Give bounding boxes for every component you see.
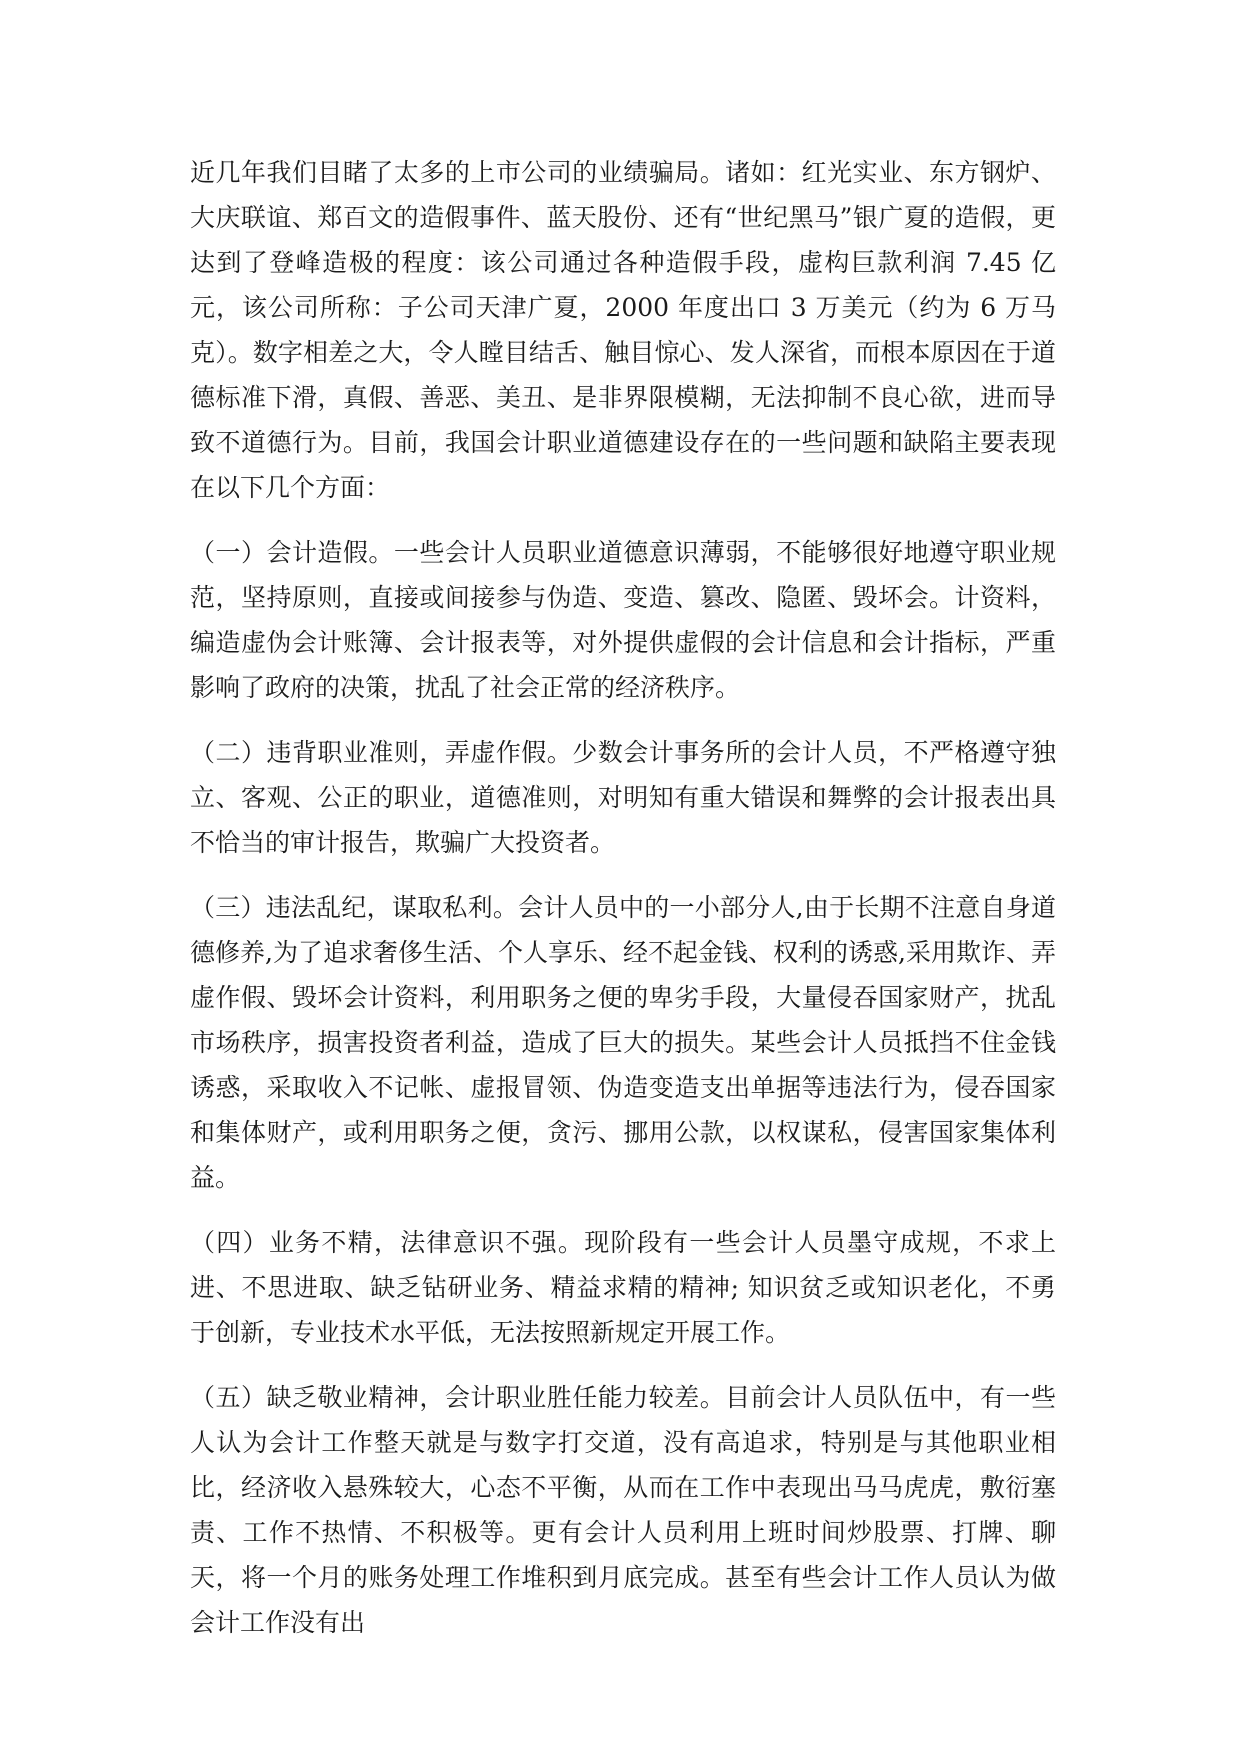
- document-body: [190, 150, 1056, 1645]
- paragraph-issue-5: （五）缺乏敬业精神，会计职业胜任能力较差。目前会计人员队伍中，有一些人认为会计工作整天就是与数字打交道，没有高追求，特别是与其他职业相比，经济收入悬殊较大，心态不平衡，从而在工作中表现出马马虎虎，敷衍塞责、工作不热情、不积极等。更有会计人员利用上班时间炒股票、打牌、聊天，将一个月的账务处理工作堆积到月底完成。甚至有些会计工作人员认为做会计工作没有出: [190, 1383, 1056, 1637]
- paragraph-issue-1: （一）会计造假。一些会计人员职业道德意识薄弱，不能够很好地遵守职业规范，坚持原则，直接或间接参与伪造、变造、篡改、隐匿、毁坏会。计资料，编造虚伪会计账簿、会计报表等，对外提供虚假的会计信息和会计指标，严重影响了政府的决策，扰乱了社会正常的经济秩序。: [190, 538, 1056, 702]
- paragraph-issue-3: （三）违法乱纪，谋取私利。会计人员中的一小部分人,由于长期不注意自身道德修养,为了追求奢侈生活、个人享乐、经不起金钱、权利的诱惑,采用欺诈、弄虚作假、毁坏会计资料，利用职务之便的卑劣手段，大量侵吞国家财产，扰乱市场秩序，损害投资者利益，造成了巨大的损失。某些会计人员抵挡不住金钱诱惑，采取收入不记帐、虚报冒领、伪造变造支出单据等违法行为，侵吞国家和集体财产，或利用职务之便，贪污、挪用公款，以权谋私，侵害国家集体利益。: [190, 893, 1056, 1192]
- paragraph-issue-2: （二）违背职业准则，弄虚作假。少数会计事务所的会计人员，不严格遵守独立、客观、公正的职业，道德准则，对明知有重大错误和舞弊的会计报表出具不恰当的审计报告，欺骗广大投资者。: [190, 738, 1056, 857]
- paragraph-intro: 近几年我们目睹了太多的上市公司的业绩骗局。诸如：红光实业、东方钢炉、大庆联谊、郑百文的造假事件、蓝天股份、还有“世纪黑马”银广夏的造假，更达到了登峰造极的程度：该公司通过各种造假手段，虚构巨款利润 7.45 亿元，该公司所称：子公司天津广夏，2000 年度出口 3 万美元（约为 6 万马克）。数字相差之大，令人瞠目结舌、触目惊心、发人深省，而根本原因在于道德标准下滑，真假、善恶、美丑、是非界限模糊，无法抑制不良心欲，进而导致不道德行为。目前，我国会计职业道德建设存在的一些问题和缺陷主要表现在以下几个方面：: [190, 158, 1056, 502]
- paragraph-issue-4: （四）业务不精，法律意识不强。现阶段有一些会计人员墨守成规，不求上进、不思进取、缺乏钻研业务、精益求精的精神; 知识贫乏或知识老化，不勇于创新，专业技术水平低，无法按照新规定开展工作。: [190, 1228, 1056, 1347]
